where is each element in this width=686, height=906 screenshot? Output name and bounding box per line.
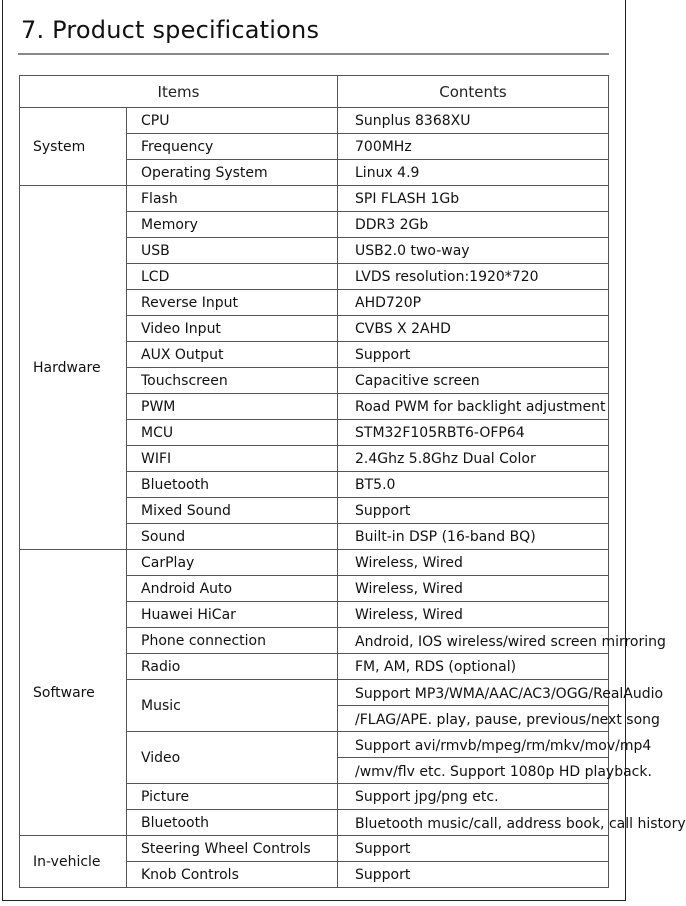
item-cell: Video Input [127,316,338,342]
title-divider [18,53,609,55]
item-cell: Flash [127,186,338,212]
spec-table [19,75,686,888]
page-title: 7. Product specifications [21,16,320,44]
value-cell: Wireless, Wired [338,602,609,628]
item-cell: Sound [127,524,338,550]
table-row [20,108,609,134]
value-cell: Support [338,836,609,862]
item-cell: Operating System [127,160,338,186]
category-cell: In-vehicle [20,836,127,888]
item-cell: Touchscreen [127,368,338,394]
value-cell: Linux 4.9 [338,160,609,186]
value-cell: BT5.0 [338,472,609,498]
item-cell: Reverse Input [127,290,338,316]
item-cell: WIFI [127,446,338,472]
item-cell: Mixed Sound [127,498,338,524]
item-cell: AUX Output [127,342,338,368]
item-cell: MCU [127,420,338,446]
table-header-row [20,76,609,108]
header-contents: Contents [338,76,609,108]
category-cell: Hardware [20,186,127,550]
item-cell: CarPlay [127,550,338,576]
value-cell: Wireless, Wired [338,550,609,576]
item-cell: Huawei HiCar [127,602,338,628]
item-cell: Steering Wheel Controls [127,836,338,862]
value-cell: FM, AM, RDS (optional) [338,654,609,680]
value-cell: Capacitive screen [338,368,609,394]
item-cell: Radio [127,654,338,680]
item-cell: Bluetooth [127,810,338,836]
item-cell: PWM [127,394,338,420]
value-cell: /wmv/flv etc. Support 1080p HD playback. [338,758,609,784]
item-cell: Bluetooth [127,472,338,498]
table-row [20,836,609,862]
value-cell: Support [338,498,609,524]
value-cell: USB2.0 two-way [338,238,609,264]
value-cell: /FLAG/APE. play, pause, previous/next song [338,706,609,732]
item-cell: Frequency [127,134,338,160]
category-cell: Software [20,550,127,836]
value-cell: Support [338,862,609,888]
value-cell: Android, IOS wireless/wired screen mirroring [338,628,609,654]
value-cell: Support MP3/WMA/AAC/AC3/OGG/RealAudio [338,680,609,706]
spec-table-body [20,108,686,888]
item-cell: Video [127,732,338,784]
value-cell: STM32F105RBT6-OFP64 [338,420,609,446]
value-cell: Wireless, Wired [338,576,609,602]
value-cell: Support jpg/png etc. [338,784,609,810]
value-cell: SPI FLASH 1Gb [338,186,609,212]
item-cell: Knob Controls [127,862,338,888]
table-row [20,550,609,576]
item-cell: Memory [127,212,338,238]
value-cell: LVDS resolution:1920*720 [338,264,609,290]
item-cell: LCD [127,264,338,290]
value-cell: DDR3 2Gb [338,212,609,238]
item-cell: Android Auto [127,576,338,602]
value-cell: Bluetooth music/call, address book, call history [338,810,609,836]
value-cell: Road PWM for backlight adjustment [338,394,609,420]
value-cell: Sunplus 8368XU [338,108,609,134]
category-cell: System [20,108,127,186]
item-cell: Picture [127,784,338,810]
item-cell: CPU [127,108,338,134]
table-row [20,186,609,212]
value-cell: Support [338,342,609,368]
value-cell: AHD720P [338,290,609,316]
item-cell: Music [127,680,338,732]
item-cell: USB [127,238,338,264]
value-cell: 2.4Ghz 5.8Ghz Dual Color [338,446,609,472]
item-cell: Phone connection [127,628,338,654]
value-cell: Support avi/rmvb/mpeg/rm/mkv/mov/mp4 [338,732,609,758]
value-cell: CVBS X 2AHD [338,316,609,342]
value-cell: 700MHz [338,134,609,160]
value-cell: Built-in DSP (16-band BQ) [338,524,609,550]
header-items: Items [20,76,338,108]
